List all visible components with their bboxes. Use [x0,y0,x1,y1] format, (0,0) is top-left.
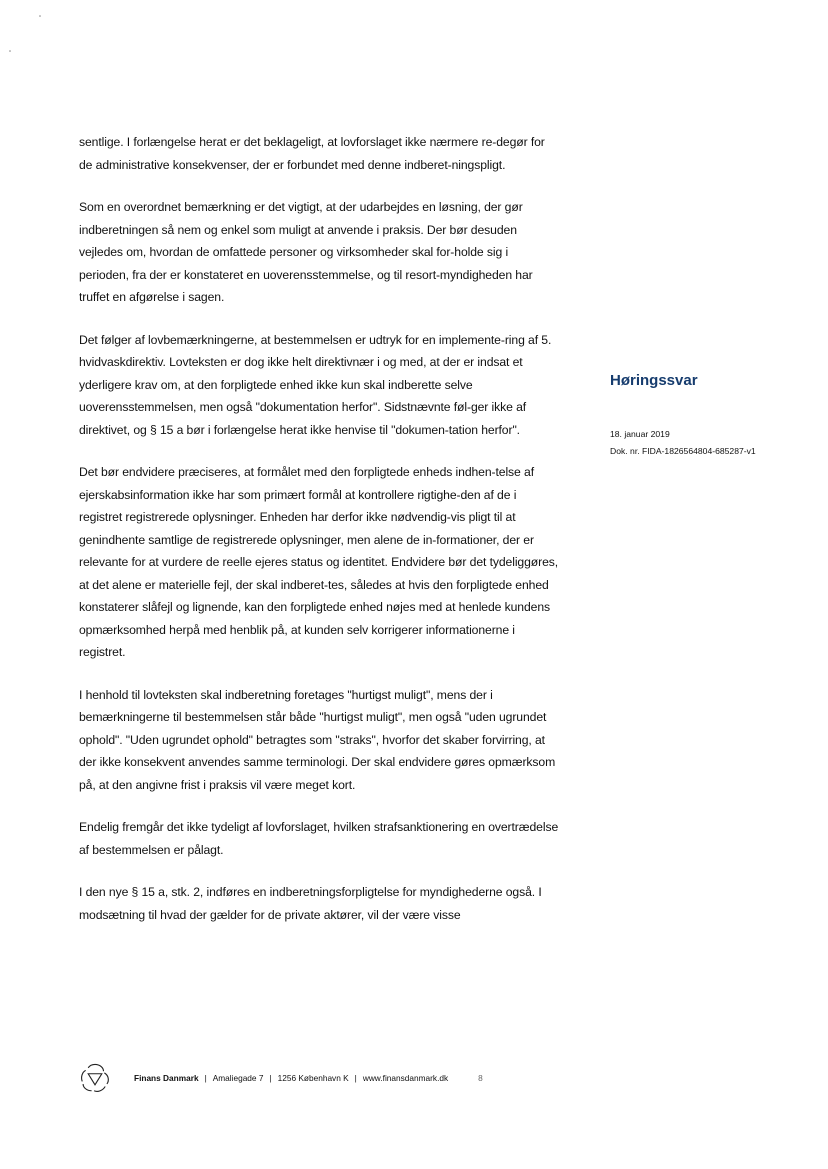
footer-website[interactable]: www.finansdanmark.dk [362,1073,449,1083]
paragraph-ownership-information: Det bør endvidere præciseres, at formålet med den forpligtede enheds indhen-telse af ejerskabsinformation ikke har som primært formål at kontrollere rigtighe-den af de i registret registrerede oplysninger. Enheden har derfor ikke nødvendig-vis pligt til at genindhente samtlige de registrerede oplysninger, men alene de in-formationer, der er relevante for at vurdere de reelle ejeres status og identitet. Endvidere bør det tydeliggøres, at det alene er materielle fejl, der skal indberet-tes, således at hvis den forpligtede enhed konstaterer slåfejl og lignende, kan den forpligtede enhed nøjes med at henlede kundens opmærksomhed herpå med henblik på, at kunden selv korrigerer informationerne i registret. [79,465,559,659]
paragraph-sanctions: Endelig fremgår det ikke tydeligt af lovforslaget, hvilken strafsanktionering en overtrædelse af bestemmelsen er pålagt. [79,820,559,857]
footer-brand: Finans Danmark [134,1073,199,1083]
body-text [79,131,559,946]
sidebar-title: Høringssvar [610,372,698,389]
paragraph-authorities-reporting: I den nye § 15 a, stk. 2, indføres en indberetningsforpligtelse for myndighederne også. I modsætning til hvad der gælder for de private aktører, vil der være visse [79,885,542,922]
footer-city: 1256 København K [277,1073,349,1083]
scan-specks [0,0,60,60]
footer-separator: | [269,1073,272,1083]
document-number: Dok. nr. FIDA-1826564804-685287-v1 [610,446,756,456]
footer-separator: | [204,1073,207,1083]
paragraph-directive-implementation: Det følger af lovbemærkningerne, at bestemmelsen er udtryk for en implemente-ring af 5. hvidvaskdirektiv. Lovteksten er dog ikke helt direktivnær i og med, at der er indsat et yderligere krav om, at den forpligtede enhed ikke kun skal indberette selve uoverensstemmelsen, men også "dokumentation herfor". Sidstnævnte føl-ger ikke af direktivet, og § 15 a bør i forlængelse herat ikke henvise til "dokumen-tation herfor". [79,332,552,437]
paragraph-administrative-consequences: sentlige. I forlængelse herat er det beklageligt, at lovforslaget ikke nærmere re-degør for de administrative konsekvenser, der er forbundet med denne indberet-ningspligt. [79,135,545,172]
finans-danmark-logo-icon [78,1061,112,1095]
footer-separator: | [354,1073,357,1083]
paragraph-reporting-deadline: I henhold til lovteksten skal indberetning foretages "hurtigst muligt", mens der i bemærkningerne til bestemmelsen står både "hurtigst muligt", men også "uden ugrundet ophold". "Uden ugrundet ophold" betragtes som "straks", hvorfor det skaber forvirring, at der ikke konsekvent anvendes samme terminologi. Der skal endvidere gøres opmærksom på, at den angivne frist i praksis vil være meget kort. [79,687,556,792]
footer-address: Amaliegade 7 [212,1073,264,1083]
page-number: 8 [478,1073,483,1083]
document-date: 18. januar 2019 [610,429,670,439]
document-meta [610,426,800,460]
document-sidebar [610,372,800,460]
page-footer [78,1060,558,1096]
paragraph-solution-guidance: Som en overordnet bemærkning er det vigtigt, at der udarbejdes en løsning, der gør indberetningen så nem og enkel som muligt at anvende i praksis. Der bør desuden vejledes om, hvordan de omfattede personer og virksomheder skal for-holde sig i perioden, fra der er konstateret en uoverensstemmelse, og til resort-myndigheden har truffet en afgørelse i sagen. [79,200,533,304]
